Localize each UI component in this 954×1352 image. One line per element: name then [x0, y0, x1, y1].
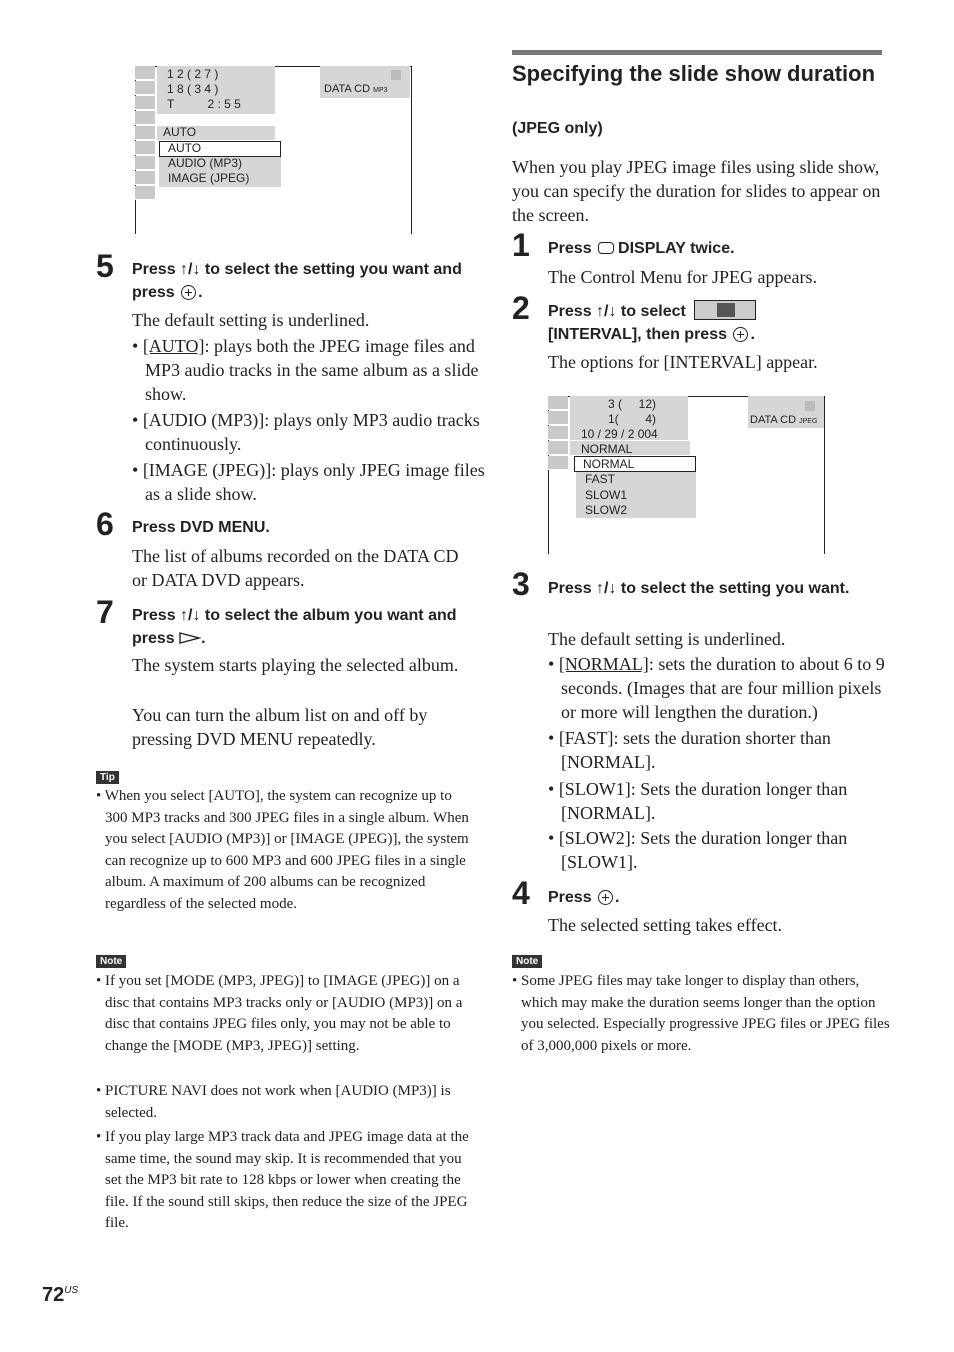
step-body: The selected setting takes effect. [548, 915, 783, 935]
display-button-icon [598, 242, 614, 254]
osd-line-1: 1 2 ( 2 7 ) [167, 67, 219, 81]
note-item: • Some JPEG files may take longer to display than others, which may make the duration seems longer than the option you selected. Especially progressive JPEG files or JPEG files of 3,000,000 pixels or more. [512, 973, 890, 1054]
section-intro: When you play JPEG image files using slide show, you can specify the duration for slides to appear on the screen. [512, 157, 881, 225]
list-item: • [IMAGE (JPEG)]: plays only JPEG image files as a slide show. [132, 460, 485, 504]
section-rule [512, 50, 882, 55]
osd-menu-title: NORMAL [581, 442, 633, 456]
step-heading: Press ↑/↓ to select [INTERVAL], then press . [548, 300, 888, 346]
osd-option[interactable]: FAST [585, 472, 616, 486]
list-item: • [SLOW2]: Sets the duration longer than [SLOW1]. [548, 828, 848, 872]
osd-option[interactable]: IMAGE (JPEG) [168, 171, 250, 185]
step-number: 7 [96, 594, 114, 630]
osd-option: NORMAL [583, 457, 635, 471]
tip-item: • When you select [AUTO], the system can recognize up to 300 MP3 tracks and 300 JPEG files in a single album. When you select [AUDIO (MP3)] or [IMAGE (JPEG)], the system can recognize up to 600 MP3 and 600 JPEG files in a single album. A maximum of 200 albums can be recognized regardless of the selected mode. [96, 788, 469, 912]
list-item: • [SLOW1]: Sets the duration longer than [NORMAL]. [548, 779, 848, 823]
osd-screen-mode [135, 66, 413, 234]
section-title: Specifying the slide show duration [512, 61, 876, 86]
step-body: The default setting is underlined. [132, 310, 370, 330]
step-heading: Press ↑/↓ to select the setting you want. [548, 580, 850, 597]
interval-icon [694, 300, 756, 320]
osd-option[interactable]: SLOW2 [585, 503, 628, 517]
osd-line-3: T 2 : 5 5 [167, 97, 241, 111]
step-heading: Press ↑/↓ to select the setting you want and press . [132, 261, 462, 301]
note-label: Note [512, 955, 542, 968]
tip-label: Tip [96, 771, 119, 784]
step-number: 3 [512, 566, 530, 602]
list-item: • [FAST]: sets the duration shorter than [NORMAL]. [548, 728, 831, 772]
enter-icon [733, 327, 748, 342]
step-number: 5 [96, 248, 114, 284]
osd-menu-title: AUTO [163, 125, 197, 139]
step-body: The default setting is underlined. [548, 629, 786, 649]
step-body: You can turn the album list on and off by pressing DVD MENU repeatedly. [132, 705, 428, 749]
step-number: 4 [512, 875, 530, 911]
step-heading: Press . [548, 889, 620, 906]
step-body: The system starts playing the selected album. [132, 655, 459, 675]
note-item: • PICTURE NAVI does not work when [AUDIO (MP3)] is selected. [96, 1083, 451, 1121]
enter-icon [598, 890, 613, 905]
section-subtitle: (JPEG only) [512, 120, 603, 137]
note-item: • If you play large MP3 track data and JPEG image data at the same time, the sound may skip. It is recommended that you set the MP3 bit rate to 128 kbps or lower when creating the file. If the sound still skips, then reduce the size of the JPEG file. [96, 1129, 469, 1231]
osd-option: AUTO [168, 141, 202, 155]
step-body: The options for [INTERVAL] appear. [548, 352, 818, 372]
list-item: • [AUDIO (MP3)]: plays only MP3 audio tracks continuously. [132, 410, 480, 454]
osd-line-1: 3 ( 12) [608, 397, 657, 411]
step-heading: Press DVD MENU. [132, 519, 270, 536]
page-number: $72^{US}$ [42, 1284, 79, 1306]
step-heading: Press DISPLAY twice. [548, 240, 735, 257]
step-body: The list of albums recorded on the DATA CD or DATA DVD appears. [132, 546, 459, 590]
osd-line-3: 10 / 29 / 2 004 [581, 427, 658, 441]
note-label: Note [96, 955, 126, 968]
play-icon [179, 632, 201, 644]
step-heading: Press ↑/↓ to select the album you want and press . [132, 607, 457, 647]
osd-disc-type: DATA CD JPEG [750, 414, 818, 426]
step-number: 6 [96, 506, 114, 542]
step-body: The Control Menu for JPEG appears. [548, 267, 817, 287]
osd-option[interactable]: AUDIO (MP3) [168, 156, 243, 170]
osd-option[interactable]: SLOW1 [585, 488, 628, 502]
osd-line-2: 1( 4) [608, 412, 657, 426]
list-item: • [AUTO]: plays both the JPEG image files and MP3 audio tracks in the same album as a slide show. [132, 336, 479, 404]
enter-icon [181, 285, 196, 300]
osd-line-2: 1 8 ( 3 4 ) [167, 82, 219, 96]
osd-screen-interval [548, 396, 826, 554]
list-item: • [NORMAL]: sets the duration to about 6 to 9 seconds. (Images that are four million pixels or more will lengthen the duration.) [548, 654, 885, 722]
step-number: 2 [512, 290, 530, 326]
step-number: 1 [512, 227, 530, 263]
note-item: • If you set [MODE (MP3, JPEG)] to [IMAGE (JPEG)] on a disc that contains MP3 tracks only or [AUDIO (MP3)] on a disc that contains JPEG files only, you may not be able to change the [MODE (MP3, JPEG)] setting. [96, 973, 463, 1054]
osd-disc-type: DATA CD MP3 [324, 83, 388, 95]
